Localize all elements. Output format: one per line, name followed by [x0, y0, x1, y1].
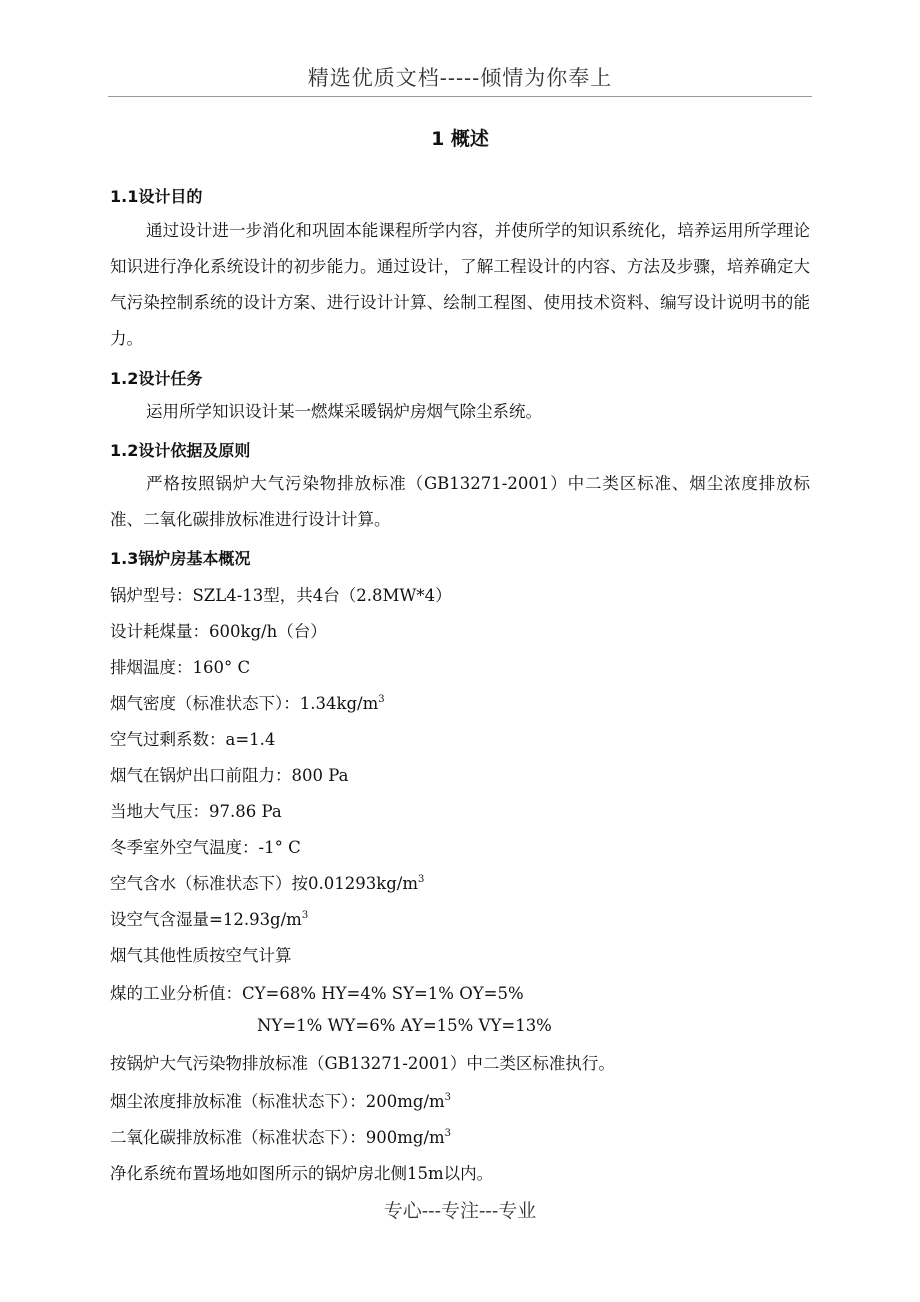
- unit-exponent: 3: [444, 1128, 452, 1139]
- section-body-task: 运用所学知识设计某一燃煤采暖锅炉房烟气除尘系统。: [146, 402, 542, 421]
- spec-humidity: [110, 906, 308, 930]
- spec-exhaust-temp: 排烟温度：160° C: [110, 658, 251, 677]
- spec-flue-density-text: 烟气密度（标准状态下）：1.34kg/m: [110, 694, 379, 713]
- unit-exponent: 3: [418, 874, 425, 885]
- spec-coal-analysis-1: 煤的工业分析值：CY=68% HY=4% SY=1% OY=5%: [110, 984, 524, 1003]
- spec-flue-density: [110, 690, 385, 714]
- unit-exponent: 3: [378, 694, 385, 705]
- spec-dust-limit: [110, 1088, 451, 1112]
- unit-exponent: 3: [444, 1092, 452, 1103]
- spec-coal-analysis-2: NY=1% WY=6% AY=15% VY=13%: [257, 1016, 552, 1035]
- chapter-title: 1 概述: [431, 128, 489, 150]
- spec-co2-limit: [110, 1124, 451, 1148]
- spec-site: 净化系统布置场地如图所示的锅炉房北侧15m以内。: [110, 1164, 494, 1183]
- spec-dust-limit-text: 烟尘浓度排放标准（标准状态下）：200mg/m: [110, 1092, 445, 1111]
- section-heading-task: 1.2设计任务: [110, 369, 203, 388]
- spec-co2-limit-text: 二氧化碳排放标准（标准状态下）：900mg/m: [110, 1128, 445, 1147]
- spec-excess-air: 空气过剩系数：a=1.4: [110, 730, 276, 749]
- spec-humidity-text: 设空气含湿量=12.93g/m: [110, 910, 302, 929]
- spec-other-props: 烟气其他性质按空气计算: [110, 946, 292, 965]
- spec-coal-use: 设计耗煤量：600kg/h（台）: [110, 622, 327, 641]
- section-heading-basis: 1.2设计依据及原则: [110, 441, 251, 460]
- header-divider: [108, 96, 812, 97]
- page-header: 精选优质文档-----倾情为你奉上: [307, 66, 613, 90]
- spec-air-moisture: [110, 870, 424, 894]
- section-body-basis: 严格按照锅炉大气污染物排放标准（GB13271-2001）中二类区标准、烟尘浓度排放标准、二氧化碳排放标准进行设计计算。: [110, 474, 810, 529]
- spec-winter-temp: 冬季室外空气温度：-1° C: [110, 838, 301, 857]
- spec-local-pressure: 当地大气压：97.86 Pa: [110, 802, 282, 821]
- spec-air-moisture-text: 空气含水（标准状态下）按0.01293kg/m: [110, 874, 418, 893]
- section-body-purpose: 通过设计进一步消化和巩固本能课程所学内容，并使所学的知识系统化，培养运用所学理论知识进行净化系统设计的初步能力。通过设计，了解工程设计的内容、方法及步骤，培养确定大气污染控制系统的设计方案、进行设计计算、绘制工程图、使用技术资料、编写设计说明书的能力。: [110, 221, 810, 348]
- section-heading-overview: 1.3锅炉房基本概况: [110, 549, 251, 568]
- spec-resistance: 烟气在锅炉出口前阻力：800 Pa: [110, 766, 349, 785]
- spec-standard: 按锅炉大气污染物排放标准（GB13271-2001）中二类区标准执行。: [110, 1054, 615, 1073]
- spec-boiler-model: 锅炉型号：SZL4-13型，共4台（2.8MW*4）: [110, 586, 452, 605]
- page-footer: 专心---专注---专业: [383, 1200, 537, 1222]
- section-heading-purpose: 1.1设计目的: [110, 187, 203, 206]
- unit-exponent: 3: [301, 910, 309, 921]
